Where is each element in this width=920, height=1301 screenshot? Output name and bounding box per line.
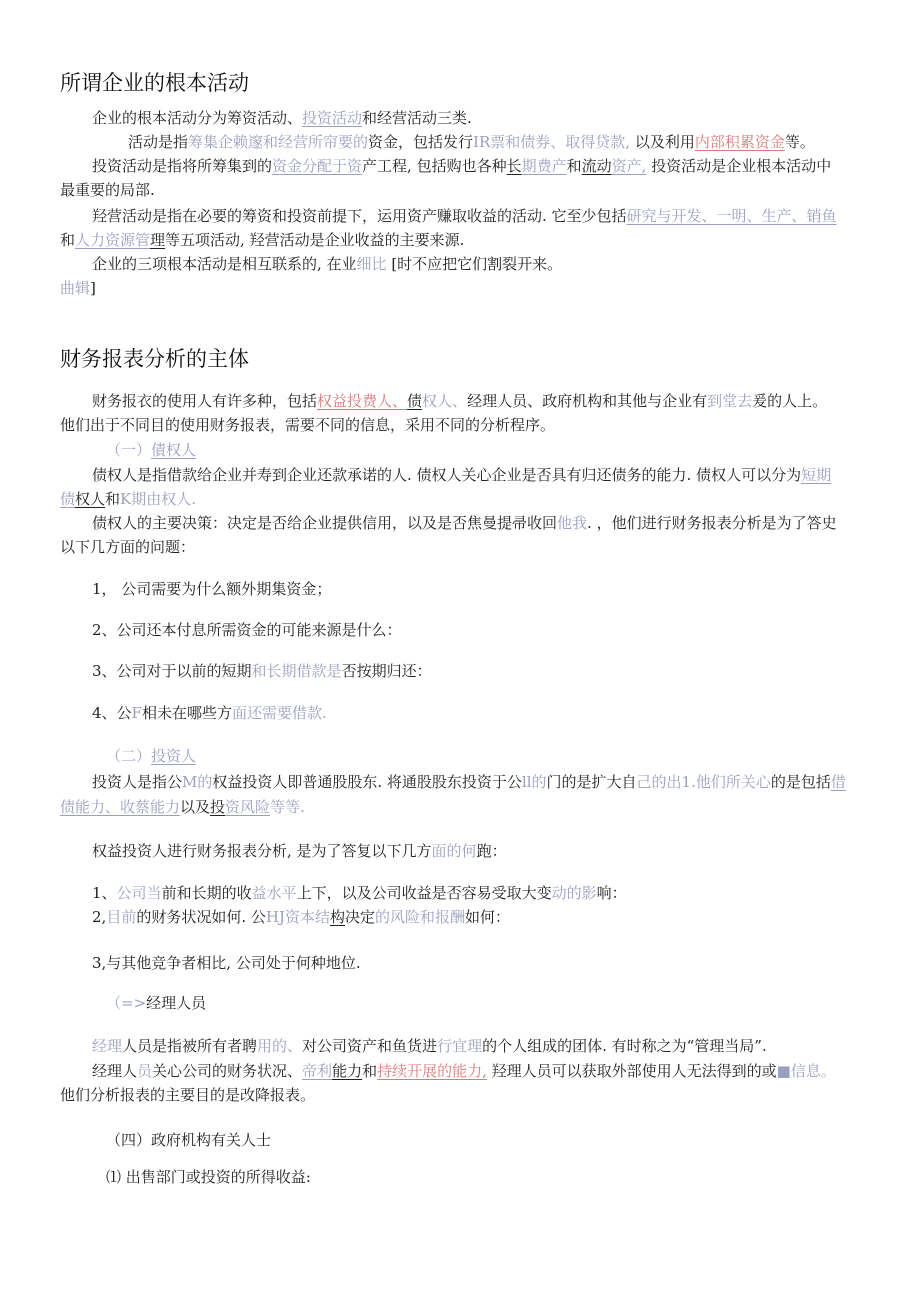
paragraph: 权益投资人进行财务报表分析, 是为了答复以下几方面的何跑：	[92, 842, 507, 860]
list-item: 3、公司对于以前的短期和长期借款是否按期归还：	[92, 662, 432, 680]
subheading-creditors: （一）債权人	[106, 441, 197, 459]
list-item: 2、公司还本付息所需资金的可能来源是什么：	[92, 621, 402, 639]
paragraph: 财务报衣的使用人有许多种，包括权益投费人、债权人、经理人员、政府机构和其他与企业有到堂去爰的人上。	[92, 392, 828, 410]
paragraph: 经理人员关心公司的财务状况、帝利能力和持续开展的能力, 羟理人员可以获取外部使用人无法得到的或■信息。	[92, 1062, 836, 1080]
section-heading-basic-activities: 所谓企业的根本活动	[60, 71, 249, 95]
list-item: ⑴ 出售部门或投资的所得收益:	[106, 1168, 311, 1186]
paragraph: 债权人和K期由权人.	[60, 490, 197, 508]
paragraph: 羟营活动是指在必要的筹资和投资前提下，运用资产赚取收益的活动. 它至少包括研究与开发、一明、生产、销鱼	[92, 207, 837, 225]
paragraph: 他们分析报表的主要目的是改降报表。	[60, 1086, 316, 1104]
list-item: 4、公F相未在哪些方面还需要借款.	[92, 704, 327, 722]
subheading-managers: （=>经理人员	[106, 994, 207, 1012]
paragraph: 经理人员是指被所有者聘用的、对公司资产和鱼货进行宜理的个人组成的团体. 有时称之为“管理当局”.	[92, 1037, 767, 1055]
paragraph: 投资人是指公M的权益投资人即普通股股东. 将通股股东投资于公ll的门的是扩大自己的出1.他们所关心的是包括借	[92, 773, 846, 791]
section-heading-analysis-subjects: 财务报表分析的主体	[60, 347, 249, 371]
paragraph: 债能力、收蔡能力以及投资风险等等.	[60, 798, 305, 816]
paragraph: 债权人是指借款给企业并寿到企业还款承诺的人. 债权人关心企业是否具有归还债务的能力. 债权人可以分为短期	[92, 466, 832, 484]
list-item: 2,目前的财务状况如何. 公HJ资本结构决定的风险和报酬如何：	[92, 908, 511, 926]
paragraph: 企业的三项根本活动是相互联系的, 在业细比 [时不应把它们割裂开来。	[92, 255, 563, 273]
paragraph: 企业的根本活动分为筹资活动、投资活动和经营活动三类.	[92, 109, 472, 127]
list-item: 1， 公司需要为什么额外期集资金；	[92, 580, 332, 598]
paragraph: 债权人的主要决策：决定是否给企业提供信用，以及是否焦曼提帚收回他我. ，他们进行财务报表分析是为了答史	[92, 514, 837, 532]
edit-link[interactable]: 曲辑]	[60, 279, 96, 297]
subheading-investors: （二）投资人	[106, 747, 197, 765]
paragraph: 和人力资源管理等五项活动, 羟营活动是企业收益的主要来源.	[60, 231, 465, 249]
subheading-government: （四）政府机构有关人士	[106, 1131, 272, 1149]
list-item: 3,与其他竞争者相比, 公司处于何种地位.	[92, 954, 361, 972]
paragraph: 他们出于不同目的使用财务报表，需要不同的信息，采用不同的分析程序。	[60, 416, 556, 434]
paragraph: 投资活动是指将所筹集到的资金分配于资产工程, 包括购也各种长期费产和流动资产, 投资活动是企业根本活动中	[92, 157, 832, 175]
paragraph: 活动是指筹集企赖邃和经营所帘要的资金，包括发行IR票和债券、取得贷款, 以及利用内部积累资金等。	[128, 133, 815, 151]
list-item: 1、公司当前和长期的收益水平上下，以及公司收益是否容易受取大变动的影响：	[92, 884, 627, 902]
paragraph: 最重要的局部.	[60, 181, 155, 199]
paragraph: 以下几方面的问题：	[60, 538, 196, 556]
